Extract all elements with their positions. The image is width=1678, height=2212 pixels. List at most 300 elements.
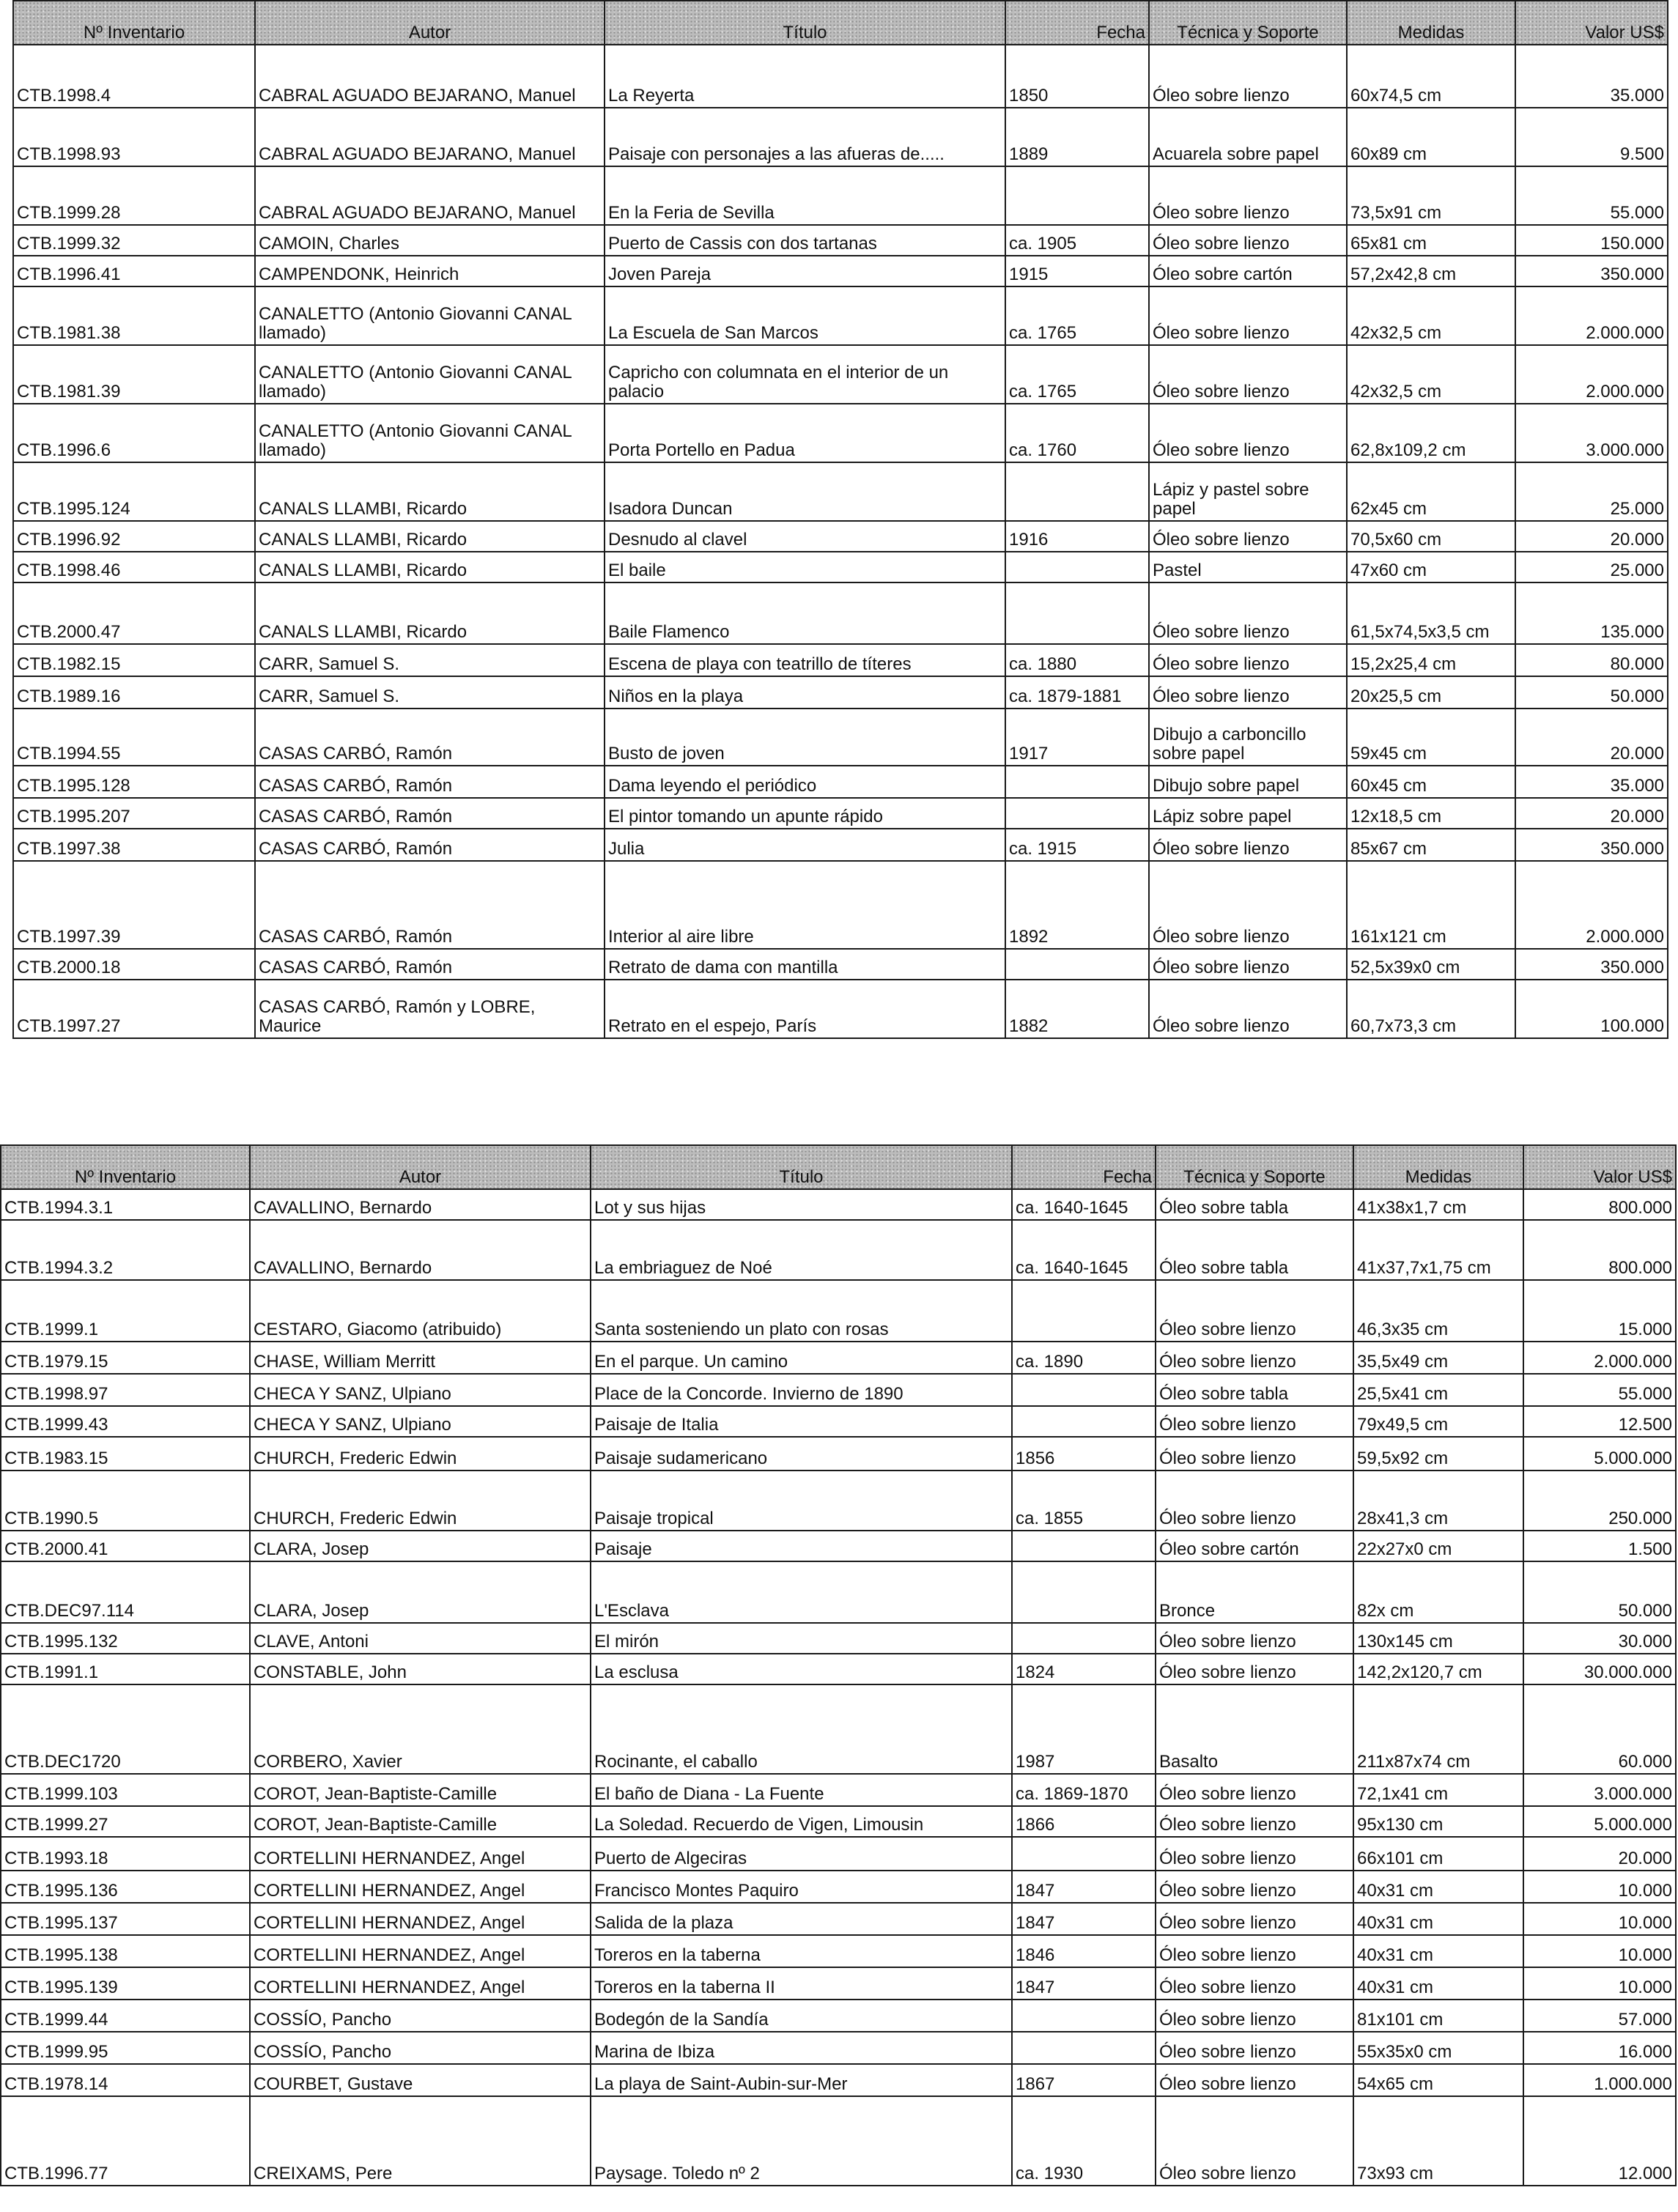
cell-author: CASAS CARBÓ, Ramón y LOBRE, Maurice	[255, 980, 605, 1038]
table-row	[13, 256, 1668, 286]
cell-author: CREIXAMS, Pere	[250, 2096, 591, 2186]
cell-author: COSSÍO, Pancho	[250, 2000, 591, 2032]
cell-date	[1005, 798, 1149, 829]
cell-author: COSSÍO, Pancho	[250, 2032, 591, 2064]
cell-author: CASAS CARBÓ, Ramón	[255, 798, 605, 829]
table-row	[1, 1774, 1676, 1806]
cell-technique: Óleo sobre lienzo	[1149, 45, 1347, 108]
cell-date: ca. 1890	[1012, 1342, 1156, 1374]
cell-inventory-number: CTB.2000.18	[13, 949, 255, 980]
cell-date: 1892	[1005, 861, 1149, 949]
cell-title: Toreros en la taberna	[591, 1935, 1012, 1967]
cell-value: 25.000	[1515, 462, 1668, 521]
cell-title: Santa sosteniendo un plato con rosas	[591, 1280, 1012, 1342]
cell-measurements: 35,5x49 cm	[1353, 1342, 1523, 1374]
cell-date: 1917	[1005, 709, 1149, 766]
table-row	[1, 1684, 1676, 1774]
cell-technique: Óleo sobre lienzo	[1156, 1406, 1353, 1437]
cell-technique: Óleo sobre lienzo	[1149, 676, 1347, 709]
cell-inventory-number: CTB.1983.15	[1, 1437, 250, 1471]
cell-title: El baile	[605, 552, 1005, 582]
cell-measurements: 70,5x60 cm	[1347, 521, 1515, 552]
header-autor: Autor	[250, 1145, 591, 1189]
cell-date: ca. 1905	[1005, 225, 1149, 256]
cell-date: 1987	[1012, 1684, 1156, 1774]
cell-title: La embriaguez de Noé	[591, 1220, 1012, 1280]
cell-date	[1012, 1406, 1156, 1437]
cell-date: ca. 1640-1645	[1012, 1220, 1156, 1280]
cell-author: CASAS CARBÓ, Ramón	[255, 829, 605, 861]
cell-date	[1005, 166, 1149, 225]
table-row	[13, 462, 1668, 521]
cell-date: ca. 1765	[1005, 345, 1149, 404]
cell-measurements: 15,2x25,4 cm	[1347, 644, 1515, 676]
table-row	[13, 766, 1668, 798]
cell-technique: Dibujo a carboncillo sobre papel	[1149, 709, 1347, 766]
cell-title: La playa de Saint-Aubin-sur-Mer	[591, 2064, 1012, 2096]
cell-value: 5.000.000	[1523, 1806, 1676, 1837]
cell-value: 3.000.000	[1515, 404, 1668, 462]
cell-value: 20.000	[1515, 798, 1668, 829]
cell-date	[1012, 1561, 1156, 1623]
cell-value: 57.000	[1523, 2000, 1676, 2032]
cell-measurements: 72,1x41 cm	[1353, 1774, 1523, 1806]
cell-date	[1012, 1280, 1156, 1342]
table-row	[13, 225, 1668, 256]
cell-inventory-number: CTB.2000.41	[1, 1531, 250, 1561]
cell-technique: Óleo sobre lienzo	[1156, 1837, 1353, 1871]
cell-measurements: 60x74,5 cm	[1347, 45, 1515, 108]
header-medidas: Medidas	[1347, 1, 1515, 45]
table-row	[1, 1561, 1676, 1623]
cell-inventory-number: CTB.1998.93	[13, 108, 255, 166]
cell-inventory-number: CTB.1995.139	[1, 1967, 250, 2000]
cell-title: Francisco Montes Paquiro	[591, 1871, 1012, 1903]
cell-measurements: 62,8x109,2 cm	[1347, 404, 1515, 462]
cell-title: Porta Portello en Padua	[605, 404, 1005, 462]
cell-technique: Óleo sobre lienzo	[1156, 1935, 1353, 1967]
cell-technique: Óleo sobre lienzo	[1149, 644, 1347, 676]
cell-technique: Óleo sobre lienzo	[1149, 829, 1347, 861]
cell-date	[1012, 1374, 1156, 1406]
table-row	[1, 1437, 1676, 1471]
table-row	[13, 949, 1668, 980]
cell-title: Place de la Concorde. Invierno de 1890	[591, 1374, 1012, 1406]
cell-technique: Óleo sobre lienzo	[1149, 166, 1347, 225]
cell-value: 10.000	[1523, 1967, 1676, 2000]
cell-measurements: 40x31 cm	[1353, 1935, 1523, 1967]
cell-title: Puerto de Cassis con dos tartanas	[605, 225, 1005, 256]
table-row	[13, 676, 1668, 709]
cell-technique: Óleo sobre lienzo	[1149, 225, 1347, 256]
cell-inventory-number: CTB.1995.137	[1, 1903, 250, 1935]
cell-date: 1847	[1012, 1871, 1156, 1903]
cell-measurements: 60x45 cm	[1347, 766, 1515, 798]
cell-measurements: 65x81 cm	[1347, 225, 1515, 256]
cell-value: 800.000	[1523, 1189, 1676, 1220]
cell-value: 15.000	[1523, 1280, 1676, 1342]
table-row	[13, 644, 1668, 676]
cell-inventory-number: CTB.DEC97.114	[1, 1561, 250, 1623]
cell-title: Niños en la playa	[605, 676, 1005, 709]
cell-measurements: 60,7x73,3 cm	[1347, 980, 1515, 1038]
cell-date	[1005, 552, 1149, 582]
cell-measurements: 79x49,5 cm	[1353, 1406, 1523, 1437]
cell-technique: Óleo sobre lienzo	[1149, 582, 1347, 644]
cell-date: 1916	[1005, 521, 1149, 552]
cell-value: 55.000	[1523, 1374, 1676, 1406]
cell-title: El mirón	[591, 1623, 1012, 1654]
cell-author: CANALETTO (Antonio Giovanni CANAL llamado)	[255, 345, 605, 404]
cell-inventory-number: CTB.1995.138	[1, 1935, 250, 1967]
cell-inventory-number: CTB.1999.28	[13, 166, 255, 225]
cell-inventory-number: CTB.1998.4	[13, 45, 255, 108]
table-row	[13, 404, 1668, 462]
cell-value: 350.000	[1515, 949, 1668, 980]
cell-author: CLARA, Josep	[250, 1561, 591, 1623]
cell-date: 1915	[1005, 256, 1149, 286]
cell-measurements: 161x121 cm	[1347, 861, 1515, 949]
cell-author: CANALETTO (Antonio Giovanni CANAL llamado)	[255, 404, 605, 462]
cell-value: 30.000	[1523, 1623, 1676, 1654]
cell-inventory-number: CTB.1999.95	[1, 2032, 250, 2064]
cell-technique: Óleo sobre lienzo	[1156, 1903, 1353, 1935]
cell-measurements: 41x37,7x1,75 cm	[1353, 1220, 1523, 1280]
cell-title: Paisaje sudamericano	[591, 1437, 1012, 1471]
cell-title: El pintor tomando un apunte rápido	[605, 798, 1005, 829]
cell-value: 20.000	[1523, 1837, 1676, 1871]
header-fecha: Fecha	[1012, 1145, 1156, 1189]
cell-measurements: 82x cm	[1353, 1561, 1523, 1623]
cell-measurements: 40x31 cm	[1353, 1903, 1523, 1935]
cell-inventory-number: CTB.1999.43	[1, 1406, 250, 1437]
cell-inventory-number: CTB.1981.38	[13, 286, 255, 345]
cell-title: Dama leyendo el periódico	[605, 766, 1005, 798]
table-row	[1, 1189, 1676, 1220]
cell-title: La Escuela de San Marcos	[605, 286, 1005, 345]
cell-title: Retrato en el espejo, París	[605, 980, 1005, 1038]
cell-title: En el parque. Un camino	[591, 1342, 1012, 1374]
header-autor: Autor	[255, 1, 605, 45]
table-row	[13, 829, 1668, 861]
cell-technique: Óleo sobre lienzo	[1149, 861, 1347, 949]
cell-author: CABRAL AGUADO BEJARANO, Manuel	[255, 45, 605, 108]
cell-title: La Soledad. Recuerdo de Vigen, Limousin	[591, 1806, 1012, 1837]
cell-author: CHECA Y SANZ, Ulpiano	[250, 1406, 591, 1437]
cell-technique: Óleo sobre lienzo	[1156, 2096, 1353, 2186]
cell-inventory-number: CTB.1999.103	[1, 1774, 250, 1806]
cell-inventory-number: CTB.1995.128	[13, 766, 255, 798]
table-row	[1, 1806, 1676, 1837]
cell-date	[1005, 462, 1149, 521]
cell-measurements: 41x38x1,7 cm	[1353, 1189, 1523, 1220]
cell-measurements: 42x32,5 cm	[1347, 345, 1515, 404]
cell-title: Interior al aire libre	[605, 861, 1005, 949]
cell-date	[1012, 1623, 1156, 1654]
cell-inventory-number: CTB.DEC1720	[1, 1684, 250, 1774]
cell-author: CASAS CARBÓ, Ramón	[255, 861, 605, 949]
cell-measurements: 62x45 cm	[1347, 462, 1515, 521]
table-row	[1, 1531, 1676, 1561]
cell-date: 1824	[1012, 1654, 1156, 1684]
cell-inventory-number: CTB.1999.32	[13, 225, 255, 256]
header-tecnica: Técnica y Soporte	[1156, 1145, 1353, 1189]
cell-title: El baño de Diana - La Fuente	[591, 1774, 1012, 1806]
cell-date: 1867	[1012, 2064, 1156, 2096]
header-row	[13, 1, 1668, 45]
table-row	[13, 166, 1668, 225]
header-tecnica: Técnica y Soporte	[1149, 1, 1347, 45]
header-inventario: Nº Inventario	[1, 1145, 250, 1189]
cell-inventory-number: CTB.2000.47	[13, 582, 255, 644]
cell-technique: Óleo sobre lienzo	[1156, 2032, 1353, 2064]
cell-author: CORTELLINI HERNANDEZ, Angel	[250, 1935, 591, 1967]
cell-technique: Óleo sobre tabla	[1156, 1374, 1353, 1406]
table-row	[1, 1903, 1676, 1935]
cell-date	[1012, 2032, 1156, 2064]
table-row	[1, 1935, 1676, 1967]
cell-technique: Óleo sobre lienzo	[1156, 1967, 1353, 2000]
table-row	[1, 1871, 1676, 1903]
cell-value: 3.000.000	[1523, 1774, 1676, 1806]
table-2-body	[1, 1189, 1676, 2186]
cell-title: Retrato de dama con mantilla	[605, 949, 1005, 980]
cell-date: 1847	[1012, 1967, 1156, 2000]
header-row	[1, 1145, 1676, 1189]
cell-author: CONSTABLE, John	[250, 1654, 591, 1684]
cell-measurements: 81x101 cm	[1353, 2000, 1523, 2032]
cell-author: CANALS LLAMBI, Ricardo	[255, 521, 605, 552]
header-titulo: Título	[605, 1, 1005, 45]
cell-author: CAVALLINO, Bernardo	[250, 1220, 591, 1280]
cell-value: 12.000	[1523, 2096, 1676, 2186]
cell-title: Salida de la plaza	[591, 1903, 1012, 1935]
cell-date: 1846	[1012, 1935, 1156, 1967]
cell-title: Isadora Duncan	[605, 462, 1005, 521]
cell-measurements: 61,5x74,5x3,5 cm	[1347, 582, 1515, 644]
cell-title: Escena de playa con teatrillo de títeres	[605, 644, 1005, 676]
cell-author: CANALS LLAMBI, Ricardo	[255, 462, 605, 521]
cell-measurements: 73,5x91 cm	[1347, 166, 1515, 225]
cell-value: 25.000	[1515, 552, 1668, 582]
table-row	[13, 286, 1668, 345]
cell-technique: Pastel	[1149, 552, 1347, 582]
table-row	[1, 1280, 1676, 1342]
table-row	[1, 2096, 1676, 2186]
cell-technique: Óleo sobre lienzo	[1149, 404, 1347, 462]
cell-title: Puerto de Algeciras	[591, 1837, 1012, 1871]
cell-value: 10.000	[1523, 1935, 1676, 1967]
cell-inventory-number: CTB.1994.3.1	[1, 1189, 250, 1220]
cell-technique: Basalto	[1156, 1684, 1353, 1774]
cell-date: 1889	[1005, 108, 1149, 166]
cell-value: 30.000.000	[1523, 1654, 1676, 1684]
cell-date: ca. 1930	[1012, 2096, 1156, 2186]
cell-value: 60.000	[1523, 1684, 1676, 1774]
cell-author: CARR, Samuel S.	[255, 676, 605, 709]
cell-technique: Óleo sobre lienzo	[1149, 345, 1347, 404]
table-row	[1, 1471, 1676, 1531]
cell-author: CARR, Samuel S.	[255, 644, 605, 676]
cell-date: ca. 1855	[1012, 1471, 1156, 1531]
cell-title: Capricho con columnata en el interior de un palacio	[605, 345, 1005, 404]
cell-measurements: 12x18,5 cm	[1347, 798, 1515, 829]
cell-technique: Óleo sobre lienzo	[1156, 1774, 1353, 1806]
cell-measurements: 95x130 cm	[1353, 1806, 1523, 1837]
cell-measurements: 40x31 cm	[1353, 1967, 1523, 2000]
cell-author: CHURCH, Frederic Edwin	[250, 1437, 591, 1471]
cell-date: ca. 1879-1881	[1005, 676, 1149, 709]
table-row	[13, 861, 1668, 949]
cell-author: CANALETTO (Antonio Giovanni CANAL llamado)	[255, 286, 605, 345]
cell-inventory-number: CTB.1999.1	[1, 1280, 250, 1342]
cell-value: 350.000	[1515, 829, 1668, 861]
cell-author: CASAS CARBÓ, Ramón	[255, 709, 605, 766]
cell-technique: Óleo sobre tabla	[1156, 1189, 1353, 1220]
table-row	[1, 1967, 1676, 2000]
cell-measurements: 59x45 cm	[1347, 709, 1515, 766]
cell-value: 50.000	[1523, 1561, 1676, 1623]
table-row	[1, 1406, 1676, 1437]
cell-title: Toreros en la taberna II	[591, 1967, 1012, 2000]
cell-date: 1866	[1012, 1806, 1156, 1837]
cell-technique: Óleo sobre lienzo	[1149, 949, 1347, 980]
cell-inventory-number: CTB.1998.46	[13, 552, 255, 582]
cell-technique: Óleo sobre lienzo	[1156, 1342, 1353, 1374]
cell-title: La Reyerta	[605, 45, 1005, 108]
cell-technique: Óleo sobre lienzo	[1156, 1806, 1353, 1837]
cell-title: Paisaje con personajes a las afueras de.....	[605, 108, 1005, 166]
header-valor: Valor US$	[1515, 1, 1668, 45]
cell-date: ca. 1760	[1005, 404, 1149, 462]
cell-measurements: 42x32,5 cm	[1347, 286, 1515, 345]
cell-title: Julia	[605, 829, 1005, 861]
table-row	[13, 582, 1668, 644]
cell-technique: Óleo sobre lienzo	[1156, 1871, 1353, 1903]
cell-date: ca. 1880	[1005, 644, 1149, 676]
cell-title: Marina de Ibiza	[591, 2032, 1012, 2064]
cell-technique: Bronce	[1156, 1561, 1353, 1623]
cell-measurements: 25,5x41 cm	[1353, 1374, 1523, 1406]
table-row	[1, 1374, 1676, 1406]
cell-inventory-number: CTB.1981.39	[13, 345, 255, 404]
cell-measurements: 142,2x120,7 cm	[1353, 1654, 1523, 1684]
table-row	[13, 980, 1668, 1038]
cell-date	[1012, 2000, 1156, 2032]
cell-author: CAVALLINO, Bernardo	[250, 1189, 591, 1220]
table-row	[13, 108, 1668, 166]
cell-technique: Óleo sobre lienzo	[1149, 980, 1347, 1038]
cell-date: 1847	[1012, 1903, 1156, 1935]
cell-measurements: 130x145 cm	[1353, 1623, 1523, 1654]
cell-author: CORBERO, Xavier	[250, 1684, 591, 1774]
cell-inventory-number: CTB.1994.55	[13, 709, 255, 766]
cell-value: 100.000	[1515, 980, 1668, 1038]
cell-value: 20.000	[1515, 709, 1668, 766]
inventory-table-1	[12, 0, 1668, 1039]
cell-measurements: 211x87x74 cm	[1353, 1684, 1523, 1774]
cell-technique: Óleo sobre tabla	[1156, 1220, 1353, 1280]
cell-date: 1850	[1005, 45, 1149, 108]
cell-title: Joven Pareja	[605, 256, 1005, 286]
cell-value: 35.000	[1515, 45, 1668, 108]
cell-value: 35.000	[1515, 766, 1668, 798]
table-row	[13, 709, 1668, 766]
cell-value: 2.000.000	[1515, 345, 1668, 404]
cell-date	[1005, 949, 1149, 980]
cell-technique: Óleo sobre lienzo	[1156, 2000, 1353, 2032]
cell-author: CHASE, William Merritt	[250, 1342, 591, 1374]
table-row	[1, 1654, 1676, 1684]
cell-title: En la Feria de Sevilla	[605, 166, 1005, 225]
cell-inventory-number: CTB.1994.3.2	[1, 1220, 250, 1280]
cell-measurements: 40x31 cm	[1353, 1871, 1523, 1903]
header-inventario: Nº Inventario	[13, 1, 255, 45]
cell-author: CORTELLINI HERNANDEZ, Angel	[250, 1871, 591, 1903]
cell-date	[1012, 1837, 1156, 1871]
cell-author: CASAS CARBÓ, Ramón	[255, 766, 605, 798]
table-row	[13, 45, 1668, 108]
cell-value: 250.000	[1523, 1471, 1676, 1531]
cell-measurements: 52,5x39x0 cm	[1347, 949, 1515, 980]
cell-author: CLAVE, Antoni	[250, 1623, 591, 1654]
cell-technique: Dibujo sobre papel	[1149, 766, 1347, 798]
cell-technique: Óleo sobre lienzo	[1149, 286, 1347, 345]
cell-author: CANALS LLAMBI, Ricardo	[255, 552, 605, 582]
cell-measurements: 73x93 cm	[1353, 2096, 1523, 2186]
cell-author: CAMPENDONK, Heinrich	[255, 256, 605, 286]
cell-title: Paysage. Toledo nº 2	[591, 2096, 1012, 2186]
cell-measurements: 55x35x0 cm	[1353, 2032, 1523, 2064]
header-fecha: Fecha	[1005, 1, 1149, 45]
cell-title: Rocinante, el caballo	[591, 1684, 1012, 1774]
cell-technique: Lápiz y pastel sobre papel	[1149, 462, 1347, 521]
cell-inventory-number: CTB.1996.41	[13, 256, 255, 286]
header-valor: Valor US$	[1523, 1145, 1676, 1189]
cell-measurements: 59,5x92 cm	[1353, 1437, 1523, 1471]
cell-value: 2.000.000	[1515, 286, 1668, 345]
cell-value: 10.000	[1523, 1871, 1676, 1903]
cell-technique: Óleo sobre lienzo	[1156, 1654, 1353, 1684]
table-row	[1, 2032, 1676, 2064]
cell-value: 9.500	[1515, 108, 1668, 166]
cell-inventory-number: CTB.1995.207	[13, 798, 255, 829]
cell-value: 12.500	[1523, 1406, 1676, 1437]
cell-inventory-number: CTB.1997.38	[13, 829, 255, 861]
cell-author: COROT, Jean-Baptiste-Camille	[250, 1774, 591, 1806]
cell-measurements: 22x27x0 cm	[1353, 1531, 1523, 1561]
cell-value: 16.000	[1523, 2032, 1676, 2064]
cell-value: 150.000	[1515, 225, 1668, 256]
cell-date: ca. 1765	[1005, 286, 1149, 345]
cell-value: 5.000.000	[1523, 1437, 1676, 1471]
cell-technique: Óleo sobre lienzo	[1156, 1471, 1353, 1531]
cell-date	[1012, 1531, 1156, 1561]
cell-technique: Acuarela sobre papel	[1149, 108, 1347, 166]
cell-date	[1005, 766, 1149, 798]
cell-date: 1856	[1012, 1437, 1156, 1471]
table-row	[13, 798, 1668, 829]
cell-value: 20.000	[1515, 521, 1668, 552]
cell-title: Desnudo al clavel	[605, 521, 1005, 552]
cell-inventory-number: CTB.1999.27	[1, 1806, 250, 1837]
cell-technique: Óleo sobre lienzo	[1149, 521, 1347, 552]
cell-author: COROT, Jean-Baptiste-Camille	[250, 1806, 591, 1837]
cell-value: 80.000	[1515, 644, 1668, 676]
cell-inventory-number: CTB.1996.77	[1, 2096, 250, 2186]
cell-inventory-number: CTB.1990.5	[1, 1471, 250, 1531]
cell-inventory-number: CTB.1979.15	[1, 1342, 250, 1374]
